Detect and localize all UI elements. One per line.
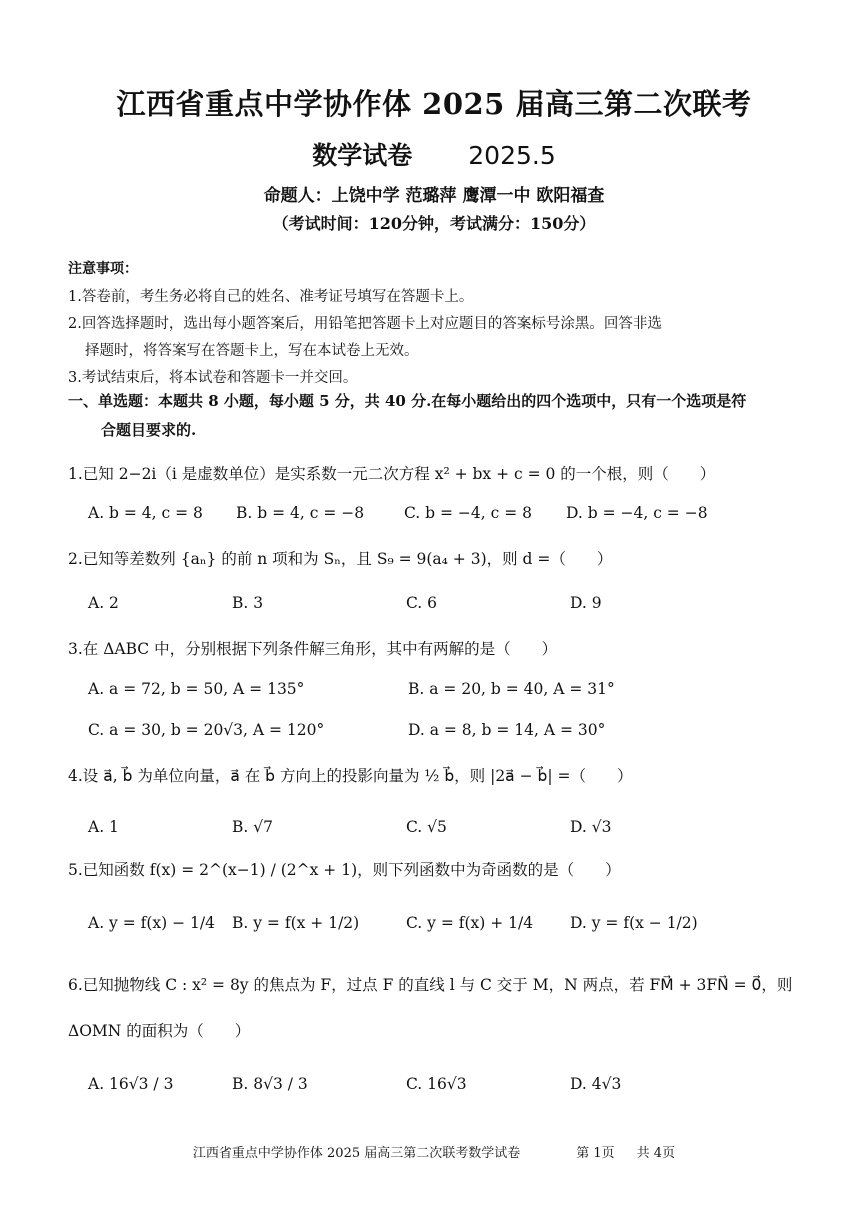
q3-option-c: C. a = 30, b = 20√3, A = 120°: [88, 721, 325, 739]
q2-option-d: D. 9: [570, 594, 602, 612]
q5-option-c: C. y = f(x) + 1/4: [406, 914, 534, 932]
q6-option-a: A. 16√3 / 3: [88, 1075, 174, 1093]
section-heading-cont: 合题目要求的.: [101, 421, 197, 439]
notes-title: 注意事项：: [68, 261, 138, 277]
q2-option-a: A. 2: [88, 594, 119, 612]
q1-option-d: D. b = −4, c = −8: [566, 504, 708, 522]
q1-option-b: B. b = 4, c = −8: [236, 504, 365, 522]
page-number: 第 1页: [576, 1146, 615, 1161]
question-6-stem-cont: ΔOMN 的面积为（ ）: [68, 1022, 251, 1040]
q4-option-b: B. √7: [232, 818, 273, 836]
question-2-stem: 2.已知等差数列 {aₙ} 的前 n 项和为 Sₙ，且 S₉ = 9(a₄ + 3)，则 d =（ ）: [68, 550, 613, 568]
footer-text: 江西省重点中学协作体 2025 届高三第二次联考数学试卷: [192, 1146, 521, 1161]
q4-option-c: C. √5: [406, 818, 447, 836]
q3-option-b: B. a = 20, b = 40, A = 31°: [408, 680, 615, 698]
page-footer: [0, 1142, 868, 1161]
authors-line: 命题人：上饶中学 范璐萍 鹰潭一中 欧阳福查: [263, 186, 605, 206]
exam-subtitle: [0, 136, 868, 172]
q3-option-d: D. a = 8, b = 14, A = 30°: [408, 721, 606, 739]
note-item: 3.考试结束后，将本试卷和答题卡一并交回。: [68, 370, 358, 386]
note-item: 2.回答选择题时，选出每小题答案后，用铅笔把答题卡上对应题目的答案标号涂黑。回答非选: [68, 316, 662, 332]
q6-option-b: B. 8√3 / 3: [232, 1075, 308, 1093]
question-3-stem: 3.在 ΔABC 中，分别根据下列条件解三角形，其中有两解的是（ ）: [68, 640, 558, 658]
question-5-stem: 5.已知函数 f(x) = 2^(x−1) / (2^x + 1)，则下列函数中为奇函数的是（ ）: [68, 861, 621, 879]
question-1-stem: 1.已知 2−2i（i 是虚数单位）是实系数一元二次方程 x² + bx + c = 0 的一个根，则（ ）: [68, 465, 716, 483]
q5-option-a: A. y = f(x) − 1/4: [88, 914, 216, 932]
q1-option-c: C. b = −4, c = 8: [404, 504, 533, 522]
q5-option-b: B. y = f(x + 1/2): [232, 914, 360, 932]
page-total: 共 4页: [636, 1146, 676, 1161]
section-heading: 一、单选题：本题共 8 小题，每小题 5 分，共 40 分.在每小题给出的四个选项中，只有一个选项是符: [68, 392, 747, 410]
subject-name: 数学试卷: [312, 141, 413, 170]
question-6-stem: 6.已知抛物线 C : x² = 8y 的焦点为 F，过点 F 的直线 l 与 C 交于 M，N 两点，若 FM⃗ + 3FN⃗ = 0⃗，则: [68, 976, 793, 994]
note-item: 择题时，将答案写在答题卡上，写在本试卷上无效。: [85, 343, 419, 359]
exam-date: 2025.5: [468, 141, 556, 170]
q1-option-a: A. b = 4, c = 8: [88, 504, 203, 522]
note-item: 1.答卷前，考生务必将自己的姓名、准考证号填写在答题卡上。: [68, 289, 474, 305]
question-4-stem: 4.设 a⃗, b⃗ 为单位向量，a⃗ 在 b⃗ 方向上的投影向量为 ½ b⃗，则 |2a⃗ − b⃗| =（ ）: [68, 767, 633, 785]
q4-option-a: A. 1: [88, 818, 119, 836]
q2-option-c: C. 6: [406, 594, 438, 612]
q4-option-d: D. √3: [570, 818, 612, 836]
exam-title: 江西省重点中学协作体 2025 届高三第二次联考: [116, 87, 752, 121]
q2-option-b: B. 3: [232, 594, 264, 612]
q5-option-d: D. y = f(x − 1/2): [570, 914, 698, 932]
q3-option-a: A. a = 72, b = 50, A = 135°: [88, 680, 305, 698]
exam-time-info: （考试时间：120分钟，考试满分：150分）: [272, 214, 596, 233]
q6-option-c: C. 16√3: [406, 1075, 467, 1093]
q6-option-d: D. 4√3: [570, 1075, 622, 1093]
